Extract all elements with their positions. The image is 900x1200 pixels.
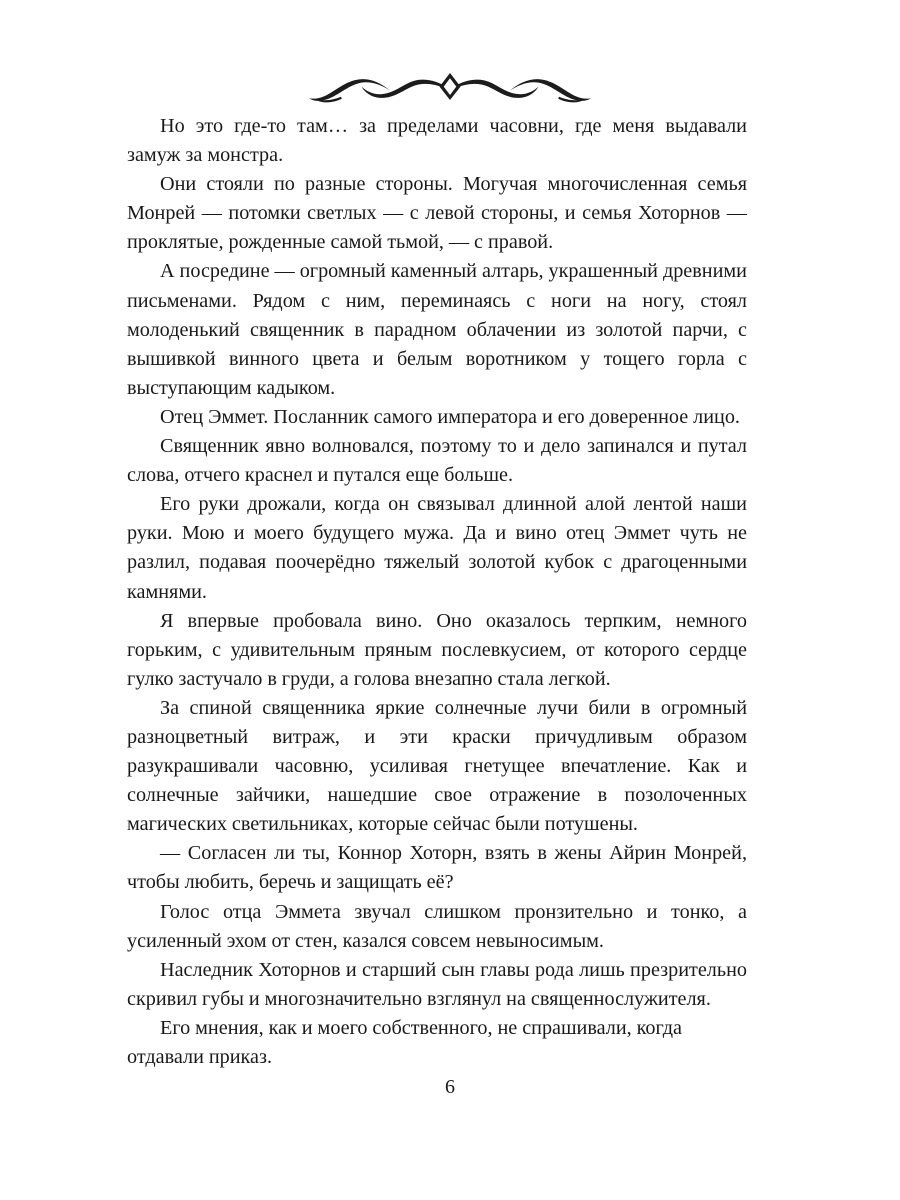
paragraph: Его руки дрожали, когда он связывал длинной алой лентой наши руки. Мою и моего будущего мужа. Да и вино отец Эммет чуть не разлил, подавая поочерёдно тяжелый золотой кубок с драгоценными камнями. (127, 493, 747, 603)
paragraph: Но это где-то там… за пределами часовни, где меня выдавали замуж за монстра. (127, 115, 747, 167)
decorative-divider-ornament (0, 64, 900, 110)
paragraph: Я впервые пробовала вино. Оно оказалось терпким, немного горьким, с удивительным пряным послевкусием, от которого сердце гулко застучало в груди, а голова внезапно стала легкой. (127, 609, 747, 690)
paragraph: А посредине — огромный каменный алтарь, украшенный древними письменами. Рядом с ним, переминаясь с ноги на ногу, стоял молоденький священник в парадном облачении из золотой парчи, с вышивкой винного цвета и белым воротником у тощего горла с выступающим кадыком. (127, 260, 747, 399)
paragraph: За спиной священника яркие солнечные лучи били в огромный разноцветный витраж, и эти краски причудливым образом разукрашивали часовню, усиливая гнетущее впечатление. Как и солнечные зайчики, нашедшие свое отражение в позолоченных магических светильниках, которые сейчас были потушены. (127, 696, 747, 836)
paragraph: Его мнения, как и моего собственного, не спрашивали, когда отдавали приказ. (127, 1016, 683, 1068)
paragraph: — Согласен ли ты, Коннор Хоторн, взять в жены Айрин Монрей, чтобы любить, беречь и защищать её? (127, 842, 747, 894)
paragraph: Наследник Хоторнов и старший сын главы рода лишь презрительно скривил губы и многозначительно взглянул на священнослужителя. (127, 958, 747, 1010)
paragraph: Отец Эммет. Посланник самого императора и его доверенное лицо. (160, 405, 740, 428)
ornament-flourish-icon (309, 73, 591, 102)
body-text (127, 112, 747, 1072)
paragraph: Голос отца Эммета звучал слишком пронзительно и тонко, а усиленный эхом от стен, казался совсем невыносимым. (127, 900, 747, 952)
paragraph: Священник явно волновался, поэтому то и дело запинался и путал слова, отчего краснел и путался еще больше. (127, 435, 747, 487)
paragraph: Они стояли по разные стороны. Могучая многочисленная семья Монрей — потомки светлых — с левой стороны, и семья Хоторнов — проклятые, рожденные самой тьмой, — с правой. (127, 173, 747, 254)
page-number: 6 (445, 1076, 455, 1098)
